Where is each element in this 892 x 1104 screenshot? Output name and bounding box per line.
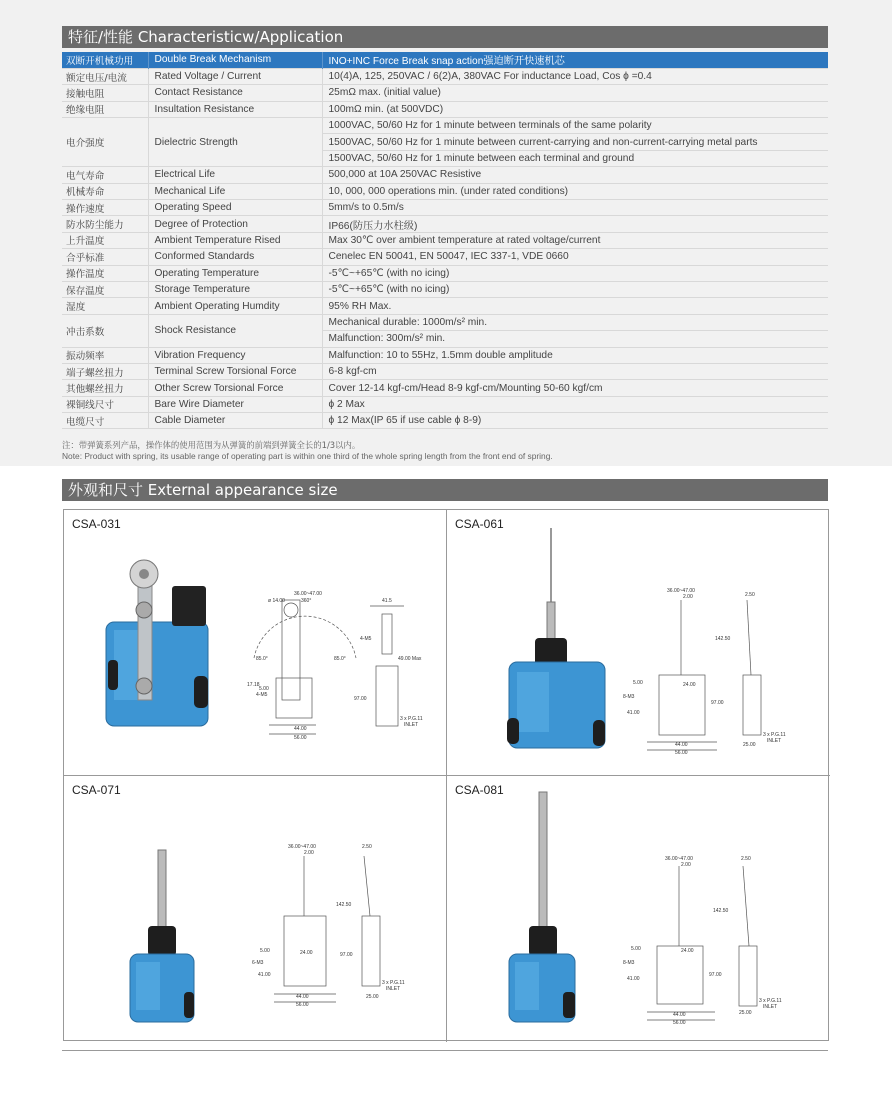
spec-value: INO+INC Force Break snap action强迫断开快速机芯: [322, 52, 828, 68]
spec-value: 10(4)A, 125, 250VAC / 6(2)A, 380VAC For inductance Load, Cos ϕ =0.4: [328, 71, 652, 83]
side-drawing: [370, 606, 404, 726]
spec-label-en: Insultation Resistance: [148, 101, 322, 117]
dim-label: 2.00: [304, 850, 314, 856]
spec-row: [62, 216, 828, 232]
dim-label: INLET: [763, 1004, 778, 1010]
product-csa-071-illustration: [64, 776, 447, 1042]
spec-label-zh: 电缆尺寸: [62, 413, 148, 429]
spec-label-en: Ambient Temperature Rised: [148, 232, 322, 248]
switch-body-photo: [130, 850, 194, 1022]
spec-value: 6-8 kgf-cm: [328, 366, 377, 378]
spec-label-zh: 绝缘电阻: [62, 101, 148, 117]
side-drawing: [362, 856, 380, 986]
spec-label-en: Electrical Life: [148, 167, 322, 183]
spec-value: 500,000 at 10A 250VAC Resistive: [328, 169, 482, 181]
spec-row: [62, 347, 828, 363]
product-csa-061-illustration: [447, 510, 830, 776]
spec-label-en: Degree of Protection: [148, 216, 322, 232]
spec-row: [62, 183, 828, 199]
spec-label-en: Storage Temperature: [148, 281, 322, 297]
dim-label: INLET: [404, 722, 419, 728]
dim-label: 2.50: [362, 844, 372, 850]
spec-label-zh: 操作温度: [62, 265, 148, 281]
spec-label-zh: 振动频率: [62, 347, 148, 363]
spec-label-en: Vibration Frequency: [148, 347, 322, 363]
dim-label: 360°: [301, 598, 312, 604]
spec-row: [62, 380, 828, 396]
dim-label: 97.00: [709, 972, 722, 978]
dim-label: 36.00~47.00: [288, 844, 316, 850]
spec-value: Cover 12-14 kgf-cm/Head 8-9 kgf-cm/Mounting 50-60 kgf/cm: [328, 382, 603, 394]
switch-body-photo: [507, 528, 605, 748]
spec-row: [62, 200, 828, 216]
dim-label: 85.0°: [256, 656, 268, 662]
spec-value: Malfunction: 10 to 55Hz, 1.5mm double amplitude: [328, 349, 553, 361]
dim-label: 4-M5: [360, 636, 372, 642]
spec-row: [62, 118, 828, 134]
spec-value: 1000VAC, 50/60 Hz for 1 minute between terminals of the same polarity: [328, 120, 652, 132]
dim-label: 8-M3: [623, 694, 635, 700]
dim-label: 6-M3: [252, 960, 264, 966]
dim-label: INLET: [767, 738, 782, 744]
spec-row: [62, 363, 828, 379]
spec-value: Malfunction: 300m/s² min.: [328, 333, 446, 345]
dim-label: 36.00~47.00: [665, 856, 693, 862]
dim-label: 44.00: [675, 742, 688, 748]
spec-label-en: Other Screw Torsional Force: [148, 380, 322, 396]
spec-label-zh: 接触电阻: [62, 85, 148, 101]
spec-value: 5mm/s to 0.5m/s: [328, 202, 404, 214]
spec-row: [62, 314, 828, 330]
model-label: CSA-061: [455, 517, 504, 531]
spec-label-en: Mechanical Life: [148, 183, 322, 199]
spec-value: 25mΩ max. (initial value): [328, 87, 441, 99]
spec-label-zh: 双断开机械功用: [62, 52, 148, 68]
dim-label: 56.00: [296, 1002, 309, 1008]
spec-value: Mechanical durable: 1000m/s² min.: [328, 316, 488, 328]
spec-label-en: Rated Voltage / Current: [148, 68, 322, 84]
dim-label: INLET: [386, 986, 401, 992]
dim-label: 24.00: [681, 948, 694, 954]
spec-row: [62, 85, 828, 101]
dim-label: 36.00~47.00: [667, 588, 695, 594]
spec-value: ϕ 12 Max(IP 65 if use cable ϕ 8-9): [328, 415, 482, 427]
spec-label-zh: 防水防尘能力: [62, 216, 148, 232]
product-csa-031-illustration: [64, 510, 447, 776]
dim-label: 85.0°: [334, 656, 346, 662]
spec-label-en: Bare Wire Diameter: [148, 396, 322, 412]
spec-label-zh: 机械寿命: [62, 183, 148, 199]
dim-label: ø 14.00: [268, 598, 285, 604]
spec-row: [62, 232, 828, 248]
dim-label: 41.00: [258, 972, 271, 978]
dim-label: 24.00: [683, 682, 696, 688]
product-cell-csa-081: [447, 776, 830, 1042]
dim-label: 3 x P.G.11: [400, 716, 423, 722]
dim-label: 97.00: [340, 952, 353, 958]
spec-value: 10, 000, 000 operations min. (under rated conditions): [328, 185, 569, 197]
spec-label-en: Dielectric Strength: [148, 118, 322, 167]
spec-label-zh: 电气寿命: [62, 167, 148, 183]
spec-label-en: Contact Resistance: [148, 85, 322, 101]
spec-value: 100mΩ min. (at 500VDC): [328, 103, 444, 115]
spec-value: -5℃~+65℃ (with no icing): [328, 284, 450, 296]
dim-label: 4-M5: [256, 692, 268, 698]
bottom-divider: [62, 1050, 828, 1051]
dim-label: 5.00: [631, 946, 641, 952]
dim-label: 41.00: [627, 710, 640, 716]
dim-label: 8-M3: [623, 960, 635, 966]
spec-row: [62, 281, 828, 297]
side-drawing: [743, 600, 761, 735]
model-label: CSA-081: [455, 783, 504, 797]
front-drawing: [647, 866, 715, 1020]
dim-label: 56.00: [294, 735, 307, 741]
dim-label: 41.00: [627, 976, 640, 982]
spec-label-en: Operating Temperature: [148, 265, 322, 281]
dim-label: 25.00: [743, 742, 756, 748]
product-cell-csa-061: [447, 510, 830, 776]
product-cell-csa-031: [64, 510, 447, 776]
spec-value: 95% RH Max.: [328, 300, 392, 312]
spec-label-zh: 电介强度: [62, 118, 148, 167]
spec-value: Cenelec EN 50041, EN 50047, IEC 337-1, VDE 0660: [328, 251, 569, 263]
side-drawing: [739, 866, 757, 1006]
dim-label: 2.50: [745, 592, 755, 598]
spec-value: ϕ 2 Max: [328, 398, 365, 410]
spec-label-zh: 其他螺丝扭力: [62, 380, 148, 396]
dim-label: 49.00 Max: [398, 656, 422, 662]
spec-row: [62, 298, 828, 314]
spec-table: [62, 52, 828, 429]
spec-label-zh: 额定电压/电流: [62, 68, 148, 84]
spec-row: [62, 167, 828, 183]
dim-label: 5.00: [633, 680, 643, 686]
dim-label: 44.00: [296, 994, 309, 1000]
spec-value: 1500VAC, 50/60 Hz for 1 minute between each terminal and ground: [328, 153, 635, 165]
spec-label-zh: 冲击系数: [62, 314, 148, 347]
appearance-grid: [63, 509, 829, 1041]
dim-label: 2.50: [741, 856, 751, 862]
dim-label: 5.00: [260, 948, 270, 954]
spec-row: [62, 396, 828, 412]
dim-label: 44.00: [673, 1012, 686, 1018]
spec-label-zh: 操作速度: [62, 200, 148, 216]
spec-row: [62, 68, 828, 84]
spec-label-zh: 上升温度: [62, 232, 148, 248]
front-drawing: [647, 600, 717, 750]
spec-row: [62, 249, 828, 265]
product-cell-csa-071: [64, 776, 447, 1042]
spec-value: -5℃~+65℃ (with no icing): [328, 267, 450, 279]
dim-label: 25.00: [739, 1010, 752, 1016]
model-label: CSA-031: [72, 517, 121, 531]
dim-label: 3 x P.G.11: [382, 980, 405, 986]
spec-label-zh: 合乎标准: [62, 249, 148, 265]
spec-label-en: Cable Diameter: [148, 413, 322, 429]
spec-row: [62, 265, 828, 281]
front-drawing: [254, 600, 356, 734]
spec-label-en: Conformed Standards: [148, 249, 322, 265]
dim-label: 3 x P.G.11: [759, 998, 782, 1004]
dim-label: 2.00: [683, 594, 693, 600]
spec-row: [62, 413, 828, 429]
spec-section-title: 特征/性能 Characteristicw/Application: [62, 26, 828, 48]
spec-label-en: Terminal Screw Torsional Force: [148, 363, 322, 379]
dim-label: 2.00: [681, 862, 691, 868]
dim-label: 5.00: [259, 686, 269, 692]
dim-label: 25.00: [366, 994, 379, 1000]
note-english: Note: Product with spring, its usable range of operating part is within one third of the whole spring length from the front end of spring.: [62, 451, 553, 461]
dim-label: 142.50: [336, 902, 352, 908]
switch-body-photo: [509, 792, 575, 1022]
dim-label: 142.50: [715, 636, 731, 642]
spec-row: [62, 52, 828, 68]
dim-label: 17.18: [247, 682, 260, 688]
dim-label: 97.00: [354, 696, 367, 702]
appearance-section-title: 外观和尺寸 External appearance size: [62, 479, 828, 501]
spec-value: 1500VAC, 50/60 Hz for 1 minute between current-carrying and non-current-carrying metal parts: [328, 136, 758, 148]
dim-label: 97.00: [711, 700, 724, 706]
spec-label-en: Shock Resistance: [148, 314, 322, 347]
spec-value: Max 30℃ over ambient temperature at rated voltage/current: [328, 234, 601, 246]
model-label: CSA-071: [72, 783, 121, 797]
product-csa-081-illustration: [447, 776, 830, 1042]
dim-label: 36.00~47.00: [294, 591, 322, 597]
spec-label-zh: 保存温度: [62, 281, 148, 297]
note-chinese: 注：带弹簧系列产品，操作体的使用范围为从弹簧的前端到弹簧全长的1/3以内。: [62, 440, 361, 450]
spec-label-zh: 裸铜线尺寸: [62, 396, 148, 412]
dim-label: 142.50: [713, 908, 729, 914]
dim-label: 24.00: [300, 950, 313, 956]
spec-label-en: Ambient Operating Humdity: [148, 298, 322, 314]
dim-label: 41.5: [382, 598, 392, 604]
dim-label: 56.00: [673, 1020, 686, 1026]
switch-body-photo: [106, 560, 208, 726]
dim-label: 56.00: [675, 750, 688, 756]
spec-value: IP66(防压力水柱级): [328, 220, 418, 232]
spec-label-zh: 端子螺丝扭力: [62, 363, 148, 379]
dim-label: 3 x P.G.11: [763, 732, 786, 738]
dim-label: 44.00: [294, 726, 307, 732]
spec-label-en: Operating Speed: [148, 200, 322, 216]
spec-label-zh: 湿度: [62, 298, 148, 314]
spec-row: [62, 101, 828, 117]
spec-label-en: Double Break Mechanism: [148, 52, 322, 68]
front-drawing: [274, 856, 336, 1002]
